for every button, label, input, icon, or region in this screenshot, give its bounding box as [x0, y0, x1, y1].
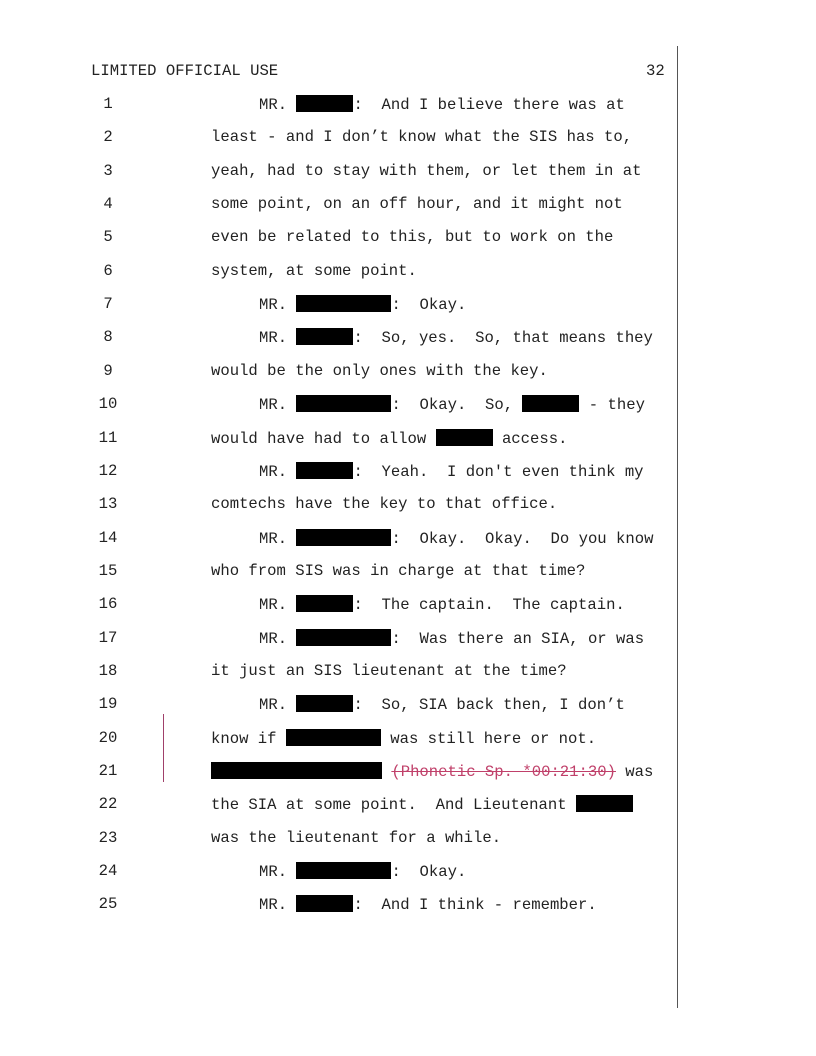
line-text — [211, 562, 585, 580]
transcript-line — [0, 95, 680, 115]
transcript-line — [0, 562, 680, 582]
redaction-box — [436, 429, 493, 446]
redaction-box — [296, 895, 353, 912]
redaction-box — [211, 762, 382, 779]
text-segment: : The captain. The captain. — [353, 596, 625, 615]
transcript-line — [0, 729, 680, 749]
line-text — [211, 362, 548, 380]
line-text — [211, 429, 567, 448]
line-text — [211, 162, 641, 180]
transcript-line — [0, 395, 680, 415]
transcript-line — [0, 862, 680, 882]
redaction-box — [296, 629, 391, 646]
text-segment: least - and I don’t know what the SIS has to, — [211, 128, 633, 147]
line-text — [259, 895, 597, 914]
line-number: 18 — [98, 661, 118, 680]
redaction-box — [296, 862, 391, 879]
line-text — [259, 295, 466, 314]
text-segment: system, at some point. — [211, 261, 417, 280]
line-number: 9 — [103, 361, 113, 380]
redaction-box — [296, 595, 353, 612]
text-segment: comtechs have the key to that office. — [211, 495, 558, 514]
text-segment: who from SIS was in charge at that time? — [211, 561, 586, 580]
text-segment: MR. — [259, 696, 297, 715]
transcript-line — [0, 629, 680, 649]
text-segment: : So, SIA back then, I don’t — [353, 696, 625, 715]
transcript-line — [0, 829, 680, 849]
transcript-line — [0, 662, 680, 682]
line-text — [211, 128, 632, 146]
line-number: 16 — [98, 595, 118, 614]
text-segment: was still here or not. — [380, 729, 597, 748]
transcript-line — [0, 695, 680, 715]
text-segment: : Was there an SIA, or was — [391, 629, 645, 648]
line-text — [211, 795, 633, 814]
transcript-line — [0, 295, 680, 315]
line-number: 12 — [98, 461, 118, 480]
line-text — [259, 529, 653, 548]
line-text — [211, 729, 596, 748]
line-number: 11 — [98, 428, 118, 447]
redaction-box — [522, 395, 579, 412]
redaction-box — [576, 795, 633, 812]
line-number: 4 — [103, 195, 113, 214]
line-number: 14 — [98, 528, 118, 547]
redaction-box — [296, 295, 391, 312]
text-segment — [382, 763, 391, 781]
line-number: 2 — [103, 128, 113, 147]
line-text — [259, 695, 625, 714]
redaction-box — [286, 729, 381, 746]
transcript-line — [0, 795, 680, 815]
text-segment: MR. — [259, 863, 297, 882]
text-segment: access. — [492, 429, 568, 448]
line-text — [211, 829, 501, 847]
line-text — [211, 195, 623, 213]
line-number: 22 — [98, 795, 118, 814]
line-text — [211, 762, 653, 781]
line-text — [211, 262, 417, 280]
transcript-line — [0, 462, 680, 482]
transcript-line — [0, 328, 680, 348]
line-number: 7 — [103, 295, 113, 314]
text-segment: yeah, had to stay with them, or let them in at — [211, 161, 642, 180]
transcript-line — [0, 128, 680, 148]
line-number: 20 — [98, 728, 118, 747]
text-segment: was — [615, 763, 654, 781]
text-segment: the SIA at some point. And Lieutenant — [211, 796, 576, 815]
transcript-line — [0, 495, 680, 515]
line-number: 24 — [98, 862, 118, 881]
transcript-line — [0, 762, 680, 782]
transcript-line — [0, 595, 680, 615]
text-segment: - they — [579, 396, 645, 415]
text-segment: know if — [211, 729, 286, 748]
text-segment: MR. — [259, 896, 297, 915]
transcript-line — [0, 429, 680, 449]
text-segment: was the lieutenant for a while. — [211, 828, 502, 847]
text-segment: it just an SIS lieutenant at the time? — [211, 661, 567, 680]
line-text — [259, 862, 466, 881]
text-segment: : And I think - remember. — [353, 896, 597, 915]
text-segment: MR. — [259, 529, 297, 548]
redaction-box — [296, 95, 353, 112]
line-text — [259, 328, 653, 347]
transcript-line — [0, 162, 680, 182]
text-segment: MR. — [259, 629, 297, 648]
line-text — [259, 462, 644, 481]
text-segment: MR. — [259, 296, 297, 315]
transcript-line — [0, 362, 680, 382]
transcript-line — [0, 895, 680, 915]
text-segment: MR. — [259, 596, 297, 615]
text-segment: MR. — [259, 396, 297, 415]
text-segment: : Yeah. I don't even think my — [353, 462, 644, 481]
text-segment: : Okay. So, — [391, 396, 523, 415]
line-text — [211, 495, 557, 513]
line-number: 19 — [98, 695, 118, 714]
line-number: 1 — [103, 95, 113, 113]
line-number: 25 — [98, 895, 118, 914]
redaction-box — [296, 695, 353, 712]
struck-annotation: (Phonetic Sp. *00:21:30) — [391, 763, 616, 781]
text-segment: : Okay. Okay. Do you know — [391, 529, 654, 548]
redaction-box — [296, 395, 391, 412]
line-number: 8 — [103, 328, 113, 347]
line-text — [259, 95, 625, 114]
text-segment: : Okay. — [391, 296, 467, 315]
text-segment: MR. — [259, 96, 297, 114]
line-number: 21 — [98, 762, 118, 780]
line-number: 17 — [98, 628, 118, 647]
line-text — [259, 595, 625, 614]
text-segment: : So, yes. So, that means they — [353, 329, 653, 348]
page-number: 32 — [646, 62, 665, 80]
text-segment: would have had to allow — [211, 429, 436, 448]
text-segment: even be related to this, but to work on the — [211, 228, 614, 247]
redaction-box — [296, 328, 353, 345]
transcript-line — [0, 228, 680, 248]
line-text — [259, 629, 644, 648]
line-number: 6 — [103, 261, 113, 280]
line-text — [259, 395, 645, 414]
line-number: 15 — [98, 561, 118, 580]
text-segment: : Okay. — [391, 863, 467, 882]
text-segment: some point, on an off hour, and it might not — [211, 195, 623, 214]
text-segment: : And I believe there was at — [353, 96, 625, 114]
line-number: 3 — [103, 161, 113, 180]
line-number: 13 — [98, 495, 118, 514]
redaction-box — [296, 529, 391, 546]
text-segment: MR. — [259, 462, 297, 481]
line-number: 23 — [98, 828, 118, 847]
transcript-line — [0, 529, 680, 549]
line-text — [211, 662, 567, 680]
line-number: 5 — [103, 228, 113, 247]
line-text — [211, 228, 613, 246]
transcript-line — [0, 195, 680, 215]
transcript-line — [0, 262, 680, 282]
classification-marking: LIMITED OFFICIAL USE — [91, 62, 279, 80]
text-segment: would be the only ones with the key. — [211, 361, 548, 380]
line-number: 10 — [98, 395, 118, 414]
text-segment: MR. — [259, 329, 297, 348]
redaction-box — [296, 462, 353, 479]
